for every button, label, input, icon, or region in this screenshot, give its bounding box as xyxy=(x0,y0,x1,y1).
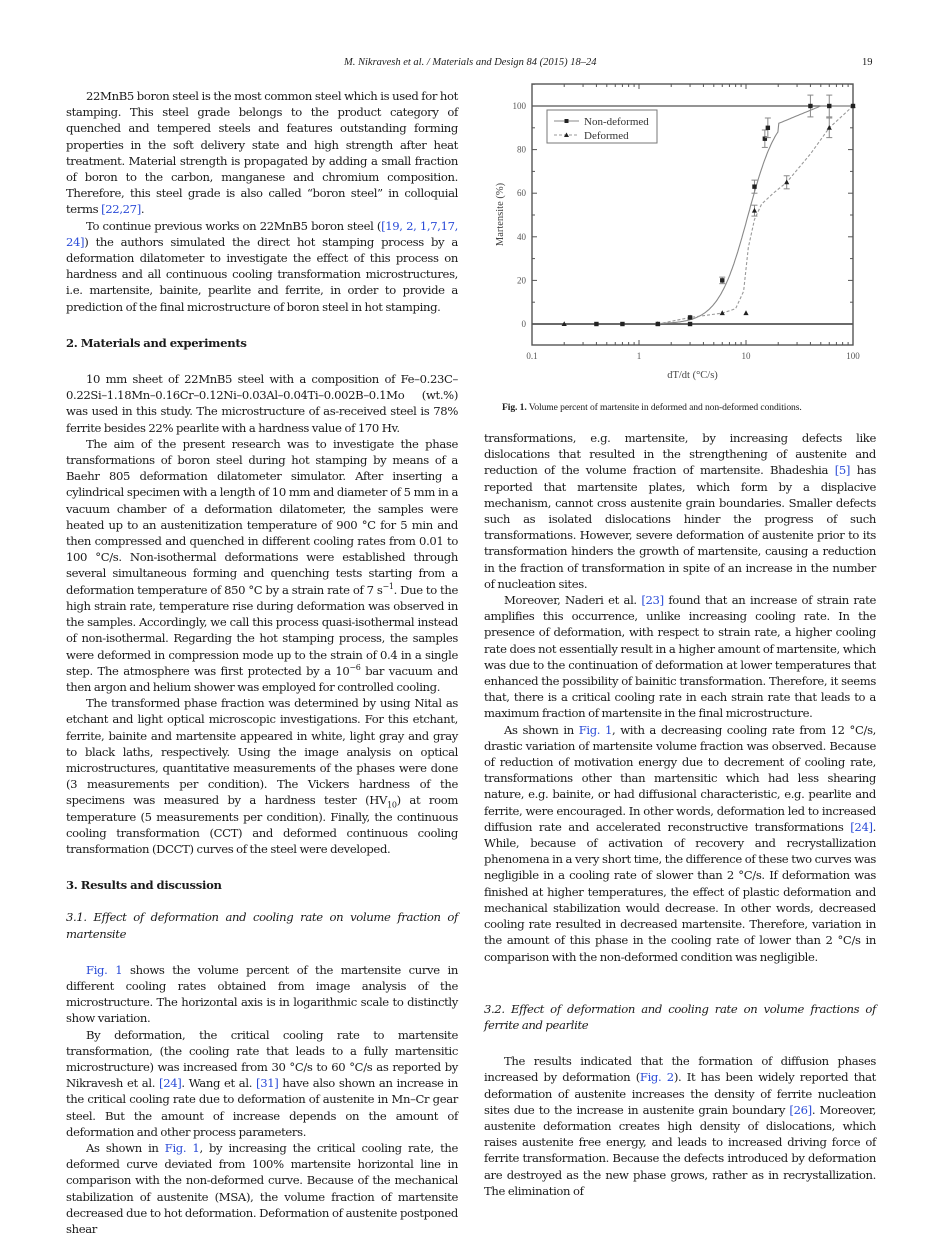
section-heading-results: 3. Results and discussion xyxy=(66,878,222,893)
figure-caption: Fig. 1. Volume percent of martensite in deformed and non-deformed conditions. xyxy=(502,402,802,413)
materials-paragraph-3: The transformed phase fraction was determined by using Nital as etchant and light optical microscopic investigations. For this etchant, ferrite, bainite and martensite appeared in white, light gray and gray to black laths, respectively. Using the image analysis on optical microstructures, quantitative measurements of the phases were done (3 measurements per condition). The Vickers hardness of the specimens was measured by a hardness tester $(HV_{10})$ at room temperature (5 measurements per condition). Finally, the continuous cooling transformation (CCT) and deformed continuous cooling transformation (DCCT) curves of the steel were developed. xyxy=(66,696,459,856)
page-number: 19 xyxy=(862,57,873,68)
citation-link[interactable]: [23] xyxy=(641,593,664,608)
running-header: M. Nikravesh et al. / Materials and Design 84 (2015) 18–24 xyxy=(344,57,597,68)
svg-text:dT/dt (°C/s): dT/dt (°C/s) xyxy=(667,370,718,381)
section-heading-materials: 2. Materials and experiments xyxy=(66,335,247,350)
materials-paragraph-1: 10 mm sheet of 22MnB5 steel with a composition of Fe–0.23C–0.22Si–1.18Mn–0.16Cr–0.12Ni–0.03Al–0.04Ti–0.002B–0.1Mo (wt.%) was used in this study. The microstructure of as-received steel is 78% ferrite besides 22% pearlite with a hardness value of 170 Hv. xyxy=(66,372,458,435)
right-paragraph-1: transformations, e.g. martensite, by increasing defects like dislocations that resulted in the strengthening of austenite and reduction of the volume fraction of martensite. Bhadeshia [5] has reported that martensite plates, which form by a displacive mechanism, cannot cross austenite grain boundaries. Smaller defects such as isolated dislocations hinder the progress of such transformations. However, severe deformation of austenite prior to its transformation hinders the growth of martensite, causing a reduction in the fraction of transformation in spite of an increase in the number of nucleation sites. xyxy=(484,431,876,591)
results-paragraph-2: By deformation, the critical cooling rate to martensite transformation, (the cooling rate that leads to a fully martensitic microstructure) was increased from 30 °C/s to 60 °C/s as reported by Nikravesh et al. [24]. Wang et al. [31] have also shown an increase in the critical cooling rate due to deformation of austenite in Mn–Cr gear steel. But the amount of increase depends on the amount of deformation and other process parameters. xyxy=(66,1027,458,1139)
citation-link[interactable]: [31] xyxy=(256,1076,279,1091)
citation-link[interactable]: [24] xyxy=(850,819,873,834)
svg-text:40: 40 xyxy=(517,231,526,242)
citation-link[interactable]: [22,27] xyxy=(101,202,141,217)
svg-text:60: 60 xyxy=(517,188,526,199)
left-column xyxy=(66,88,458,1237)
svg-text:0: 0 xyxy=(521,319,526,329)
citation-link[interactable]: [26] xyxy=(789,1102,812,1117)
svg-text:100: 100 xyxy=(846,351,860,361)
figure-link[interactable]: Fig. 2 xyxy=(639,1070,674,1085)
svg-text:0.1: 0.1 xyxy=(526,351,538,361)
right-paragraph-2: Moreover, Naderi et al. [23] found that an increase of strain rate amplifies this occurrence, unlike increasing cooling rate. In the presence of deformation, with respect to strain rate, a higher cooling rate does not essentially result in a higher amount of martensite, which was due to the continuation of deformation at lower temperatures that enhanced the possibility of bainitic transformation. Therefore, it seems that, there is a critical cooling rate in each strain rate that leads to a maximum fraction of martensite in the final microstructure. xyxy=(484,593,876,721)
right-paragraph-4: The results indicated that the formation of diffusion phases increased by deformation (Fig. 2). It has been widely reported that deformation of austenite increases the density of ferrite nucleation sites due to the increase in austenite grain boundary [26]. Moreover, austenite deformation creates high density of dislocations, which raises austenite free energy, and leads to increased driving force of ferrite transformation. Because the defects introduced by deformation are destroyed as the new phase grows, rather as in recrystallization. The elimination of xyxy=(484,1054,876,1198)
right-paragraph-3: As shown in Fig. 1, with a decreasing cooling rate from 12 °C/s, drastic variation of martensite volume fraction was observed. Because of reduction of motivation energy due to decrement of cooling rate, transformations other than martensitic which had less shearing nature, e.g. bainite, or had diffusional characteristic, e.g. pearlite and ferrite, were encouraged. In other words, deformation led to increased diffusion rate and accelerated reconstructive transformations [24]. While, because of activation of recovery and recrystallization phenomena in a very short time, the difference of these two curves was negligible in a cooling rate of slower than 2 °C/s. If deformation was finished at higher temperatures, the effect of plastic deformation and mechanical stabilization would decrease. In other words, decreased cooling rate resulted in decreased martensite. Therefore, variation in the amount of this phase in the cooling rate of lower than 2 °C/s in comparison with the non-deformed condition was negligible. xyxy=(484,722,877,964)
materials-paragraph-2: The aim of the present research was to investigate the phase transformations of boron steel during hot stamping by means of a Baehr 805 deformation dilatometer simulator. After inserting a cylindrical specimen with a length of 10 mm and diameter of 5 mm in a vacuum chamber of a deformation dilatometer, the samples were heated up to an austenitization temperature of 900 °C for 5 min and then compressed and quenched in different cooling rates from 0.01 to 100 °C/s. Non-isothermal deformations were established through several simultaneous forming and quenching tests starting from a deformation temperature of 850 °C by a strain rate of 7 $s^{-1}$. Due to the high strain rate, temperature rise during deformation was observed in the samples. Accordingly, we call this process quasi-isothermal instead of non-isothermal. Regarding the hot stamping process, the samples were deformed in compression mode up to the strain of 0.4 in a single step. The atmosphere was first protected by a $10^{-6}$ bar vacuum and then argon and helium shower was employed for controlled cooling. xyxy=(66,436,458,694)
svg-text:10: 10 xyxy=(741,351,751,361)
svg-text:Martensite (%): Martensite (%) xyxy=(495,182,506,247)
figure-link[interactable]: Fig. 1 xyxy=(86,962,123,977)
citation-link[interactable]: [5] xyxy=(834,463,851,478)
citation-link[interactable]: [19, 2, 1,7,17, 24] xyxy=(66,218,458,249)
svg-text:20: 20 xyxy=(517,275,526,286)
svg-text:80: 80 xyxy=(517,144,526,155)
citation-link[interactable]: [24] xyxy=(159,1076,182,1091)
results-paragraph-3: As shown in Fig. 1, by increasing the critical cooling rate, the deformed curve deviated from 100% martensite horizontal line in comparison with the non-deformed curve. Because of the mechanical stabilization of austenite (MSA), the volume fraction of martensite decreased due to hot deformation. Deformation of austenite postponed shear xyxy=(66,1140,459,1236)
subsection-heading-3-1: 3.1. Effect of deformation and cooling rate on volume fraction of martensite xyxy=(66,910,458,941)
subsection-heading-3-2: 3.2. Effect of deformation and cooling rate on volume fractions of ferrite and pearlite xyxy=(484,1001,876,1032)
svg-text:100: 100 xyxy=(512,101,526,111)
results-paragraph-1: Fig. 1 shows the volume percent of the martensite curve in different cooling rates obtained from image analysis of the microstructure. The horizontal axis is in logarithmic scale to distinctly show variation. xyxy=(66,962,458,1026)
figure-link[interactable]: Fig. 1 xyxy=(578,722,613,737)
svg-text:Non-deformed: Non-deformed xyxy=(584,116,649,128)
svg-text:Deformed: Deformed xyxy=(584,130,629,142)
right-column xyxy=(484,430,876,1199)
figure-1-chart xyxy=(486,78,876,398)
figure-link[interactable]: Fig. 1 xyxy=(164,1140,200,1155)
intro-paragraph-1: 22MnB5 boron steel is the most common steel which is used for hot stamping. This steel grade belongs to the product category of quenched and tempered steels and features outstanding forming properties in the soft delivery state and high strength after heat treatment. Material strength is propagated by adding a small fraction of boron to the carbon, manganese and chromium composition. Therefore, this steel grade is also called “boron steel” in colloquial terms [22,27]. xyxy=(66,89,458,217)
intro-paragraph-2: To continue previous works on 22MnB5 boron steel ([19, 2, 1,7,17, 24]) the authors simulated the direct hot stamping process by a deformation dilatometer to investigate the effect of this process on hardness and all continuous cooling transformation microstructures, i.e. martensite, bainite, pearlite and ferrite, in order to provide a prediction of the final microstructure of boron steel in hot stamping. xyxy=(66,218,458,314)
svg-text:1: 1 xyxy=(636,351,642,361)
